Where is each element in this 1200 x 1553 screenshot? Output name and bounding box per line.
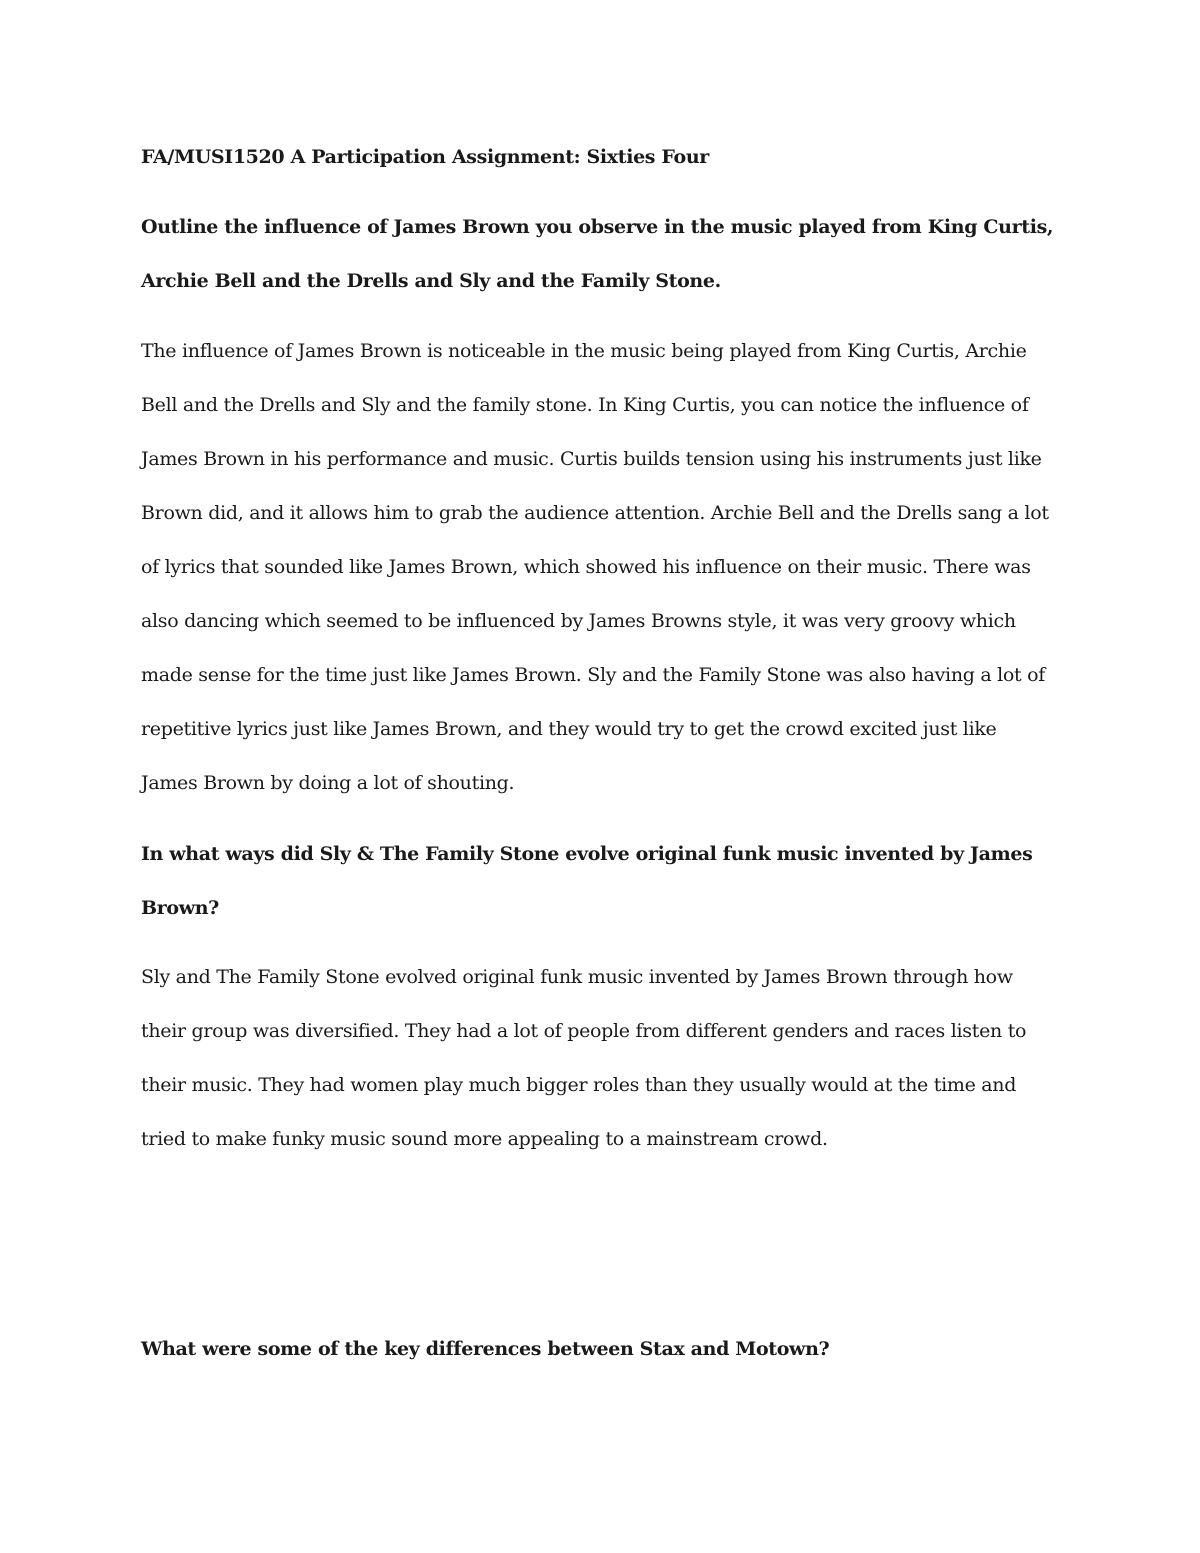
answer-1-line: The influence of James Brown is noticeable in the music being played from King Curtis, Archie (141, 340, 1027, 362)
answer-2-line: their music. They had women play much bigger roles than they usually would at the time and (141, 1074, 1017, 1096)
answer-1-line: Bell and the Drells and Sly and the family stone. In King Curtis, you can notice the influence of (141, 394, 1029, 416)
question-2-line: Brown? (141, 897, 219, 919)
document-title: FA/MUSI1520 A Participation Assignment: Sixties Four (141, 146, 709, 168)
question-2-line: In what ways did Sly & The Family Stone evolve original funk music invented by James (141, 843, 1033, 865)
answer-2-line: their group was diversified. They had a lot of people from different genders and races listen to (141, 1020, 1027, 1042)
question-1-line: Archie Bell and the Drells and Sly and the Family Stone. (141, 270, 721, 292)
answer-1-line: repetitive lyrics just like James Brown, and they would try to get the crowd excited just like (141, 718, 997, 740)
answer-1-line: also dancing which seemed to be influenced by James Browns style, it was very groovy which (141, 610, 1016, 632)
answer-2-line: tried to make funky music sound more appealing to a mainstream crowd. (141, 1128, 828, 1150)
answer-2-line: Sly and The Family Stone evolved original funk music invented by James Brown through how (141, 966, 1013, 988)
answer-1-line: of lyrics that sounded like James Brown, which showed his influence on their music. There was (141, 556, 1031, 578)
question-1-line: Outline the influence of James Brown you observe in the music played from King Curtis, (141, 216, 1054, 238)
answer-1-line: James Brown by doing a lot of shouting. (141, 772, 515, 794)
answer-1-line: James Brown in his performance and music. Curtis builds tension using his instruments just like (141, 448, 1042, 470)
answer-1-line: made sense for the time just like James Brown. Sly and the Family Stone was also having a lot of (141, 664, 1046, 686)
answer-1-line: Brown did, and it allows him to grab the audience attention. Archie Bell and the Drells sang a lot (141, 502, 1049, 524)
question-3-line: What were some of the key differences between Stax and Motown? (141, 1338, 830, 1360)
